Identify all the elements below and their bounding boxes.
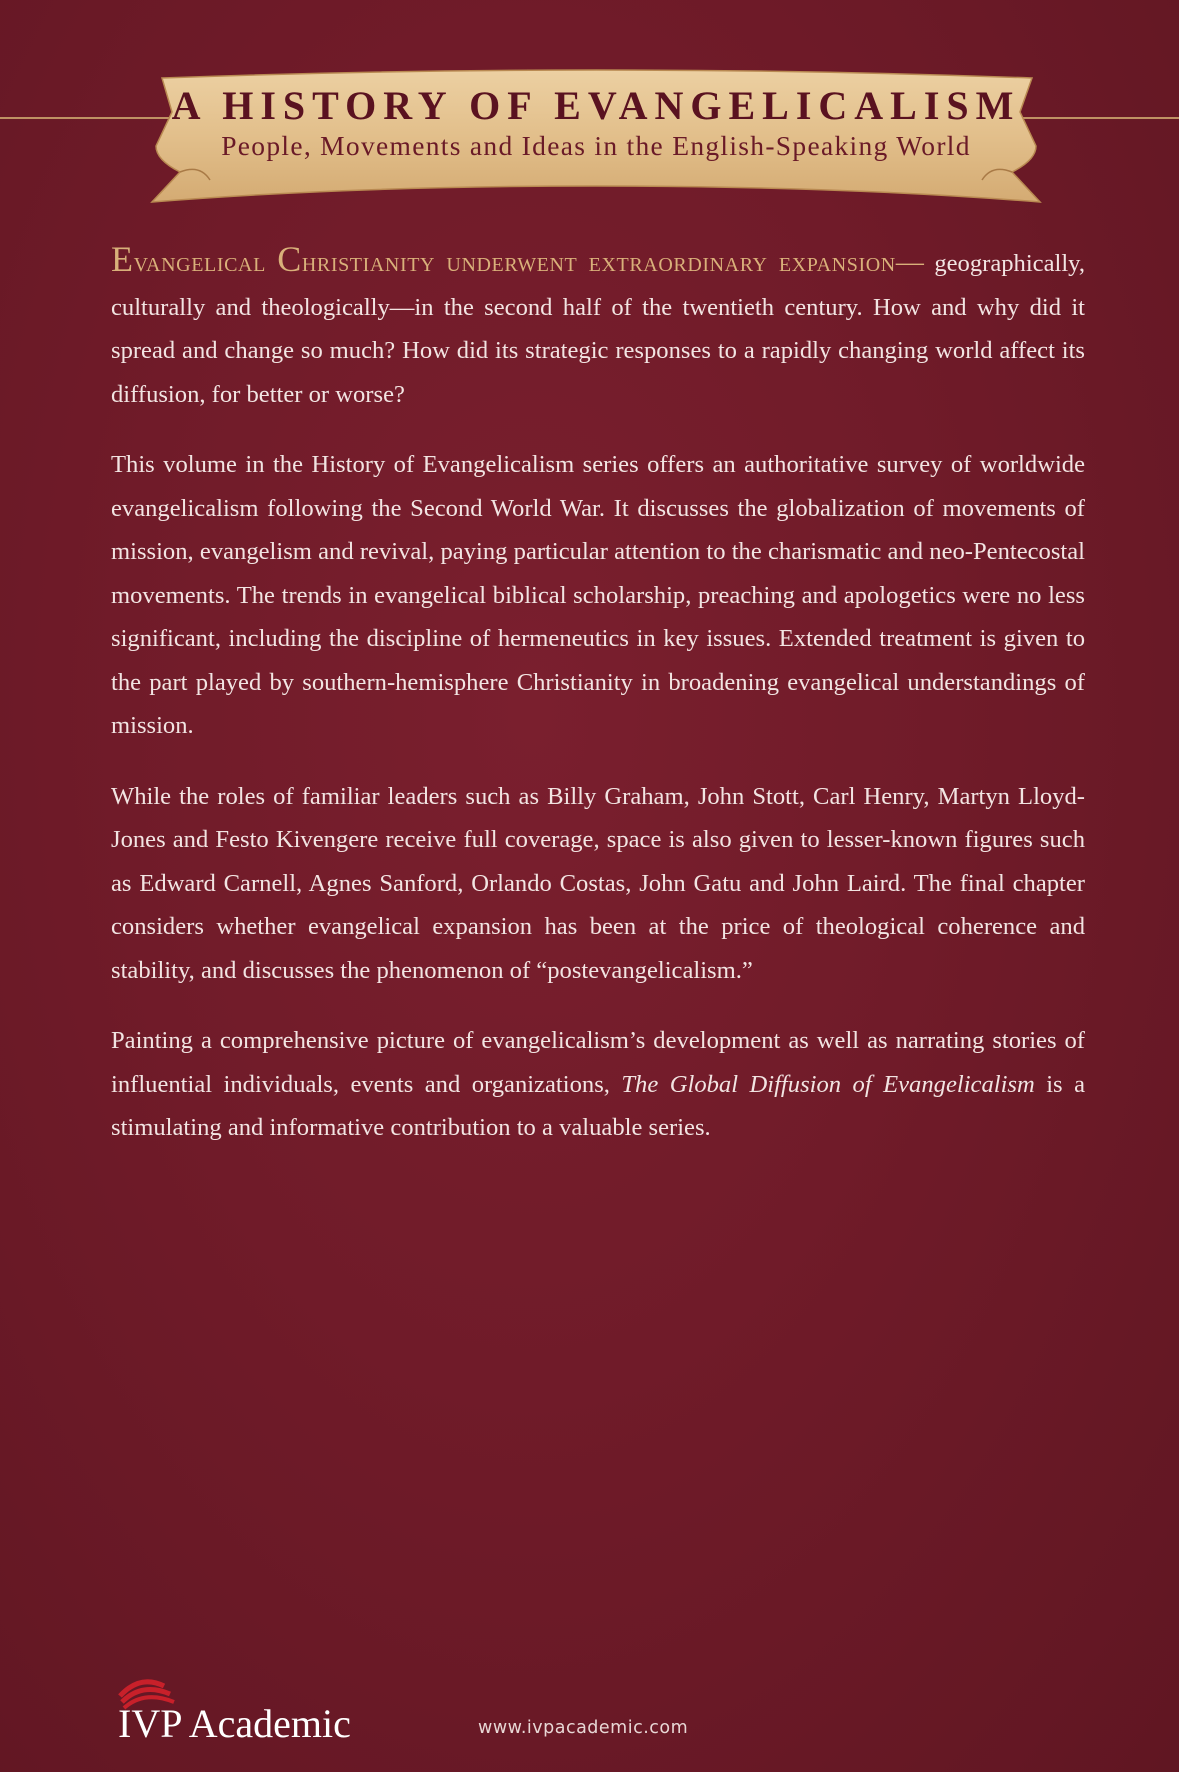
paragraph-4-text-before: Painting a comprehensive picture of evangelicalism’s development as well as narrating stories of influential individuals, events and organizations, (111, 1027, 1085, 1098)
paragraph-3: While the roles of familiar leaders such as Billy Graham, John Stott, Carl Henry, Martyn Lloyd-Jones and Festo Kivengere receive full coverage, space is also given to lesser-known figures such as Edward Carnell, Agnes Sanford, Orlando Costas, John Gatu and John Laird. The final chapter considers whether evangelical expansion has been at the price of theological coherence and stability, and discusses the phenomenon of “postevangelicalism.” (111, 782, 1085, 984)
paragraph-4 (111, 1019, 1085, 1150)
lead-rest-2: hristianity underwent extraordinary expansion— (301, 247, 925, 278)
paragraph-2: This volume in the History of Evangelicalism series offers an authoritative survey of worldwide evangelicalism following the Second World War. It discusses the globalization of movements of mission, evangelism and revival, paying particular attention to the charismatic and neo-Pentecostal movements. The trends in evangelical biblical scholarship, preaching and apologetics were no less significant, including the discipline of hermeneutics in key issues. Extended treatment is given to the part played by southern-hemisphere Christianity in broadening evangelical understandings of mission. (111, 451, 1085, 739)
publisher-url: www.ivpacademic.com (478, 1718, 689, 1738)
lead-rest-1: vangelical (133, 247, 278, 278)
cover-description (111, 238, 1085, 1177)
paragraph-4-text-after: is a stimulating and informative contribution to a valuable series. (111, 1070, 1085, 1141)
paragraph-1 (111, 238, 1085, 416)
lead-in-text (111, 239, 925, 279)
series-subtitle: People, Movements and Ideas in the English-Speaking World (221, 130, 971, 161)
series-banner (140, 68, 1052, 216)
publisher-logo (118, 1672, 358, 1752)
lead-cap-1: E (111, 239, 134, 279)
lead-cap-2: C (277, 239, 302, 279)
publisher-name: IVP Academic (118, 1701, 351, 1746)
paragraph-1-text: geographically, culturally and theologically—in the second half of the twentieth century. How and why did it spread and change so much? How did its strategic responses to a rapidly changing world affect its diffusion, for better or worse? (111, 250, 1086, 408)
book-title: The Global Diffusion of Evangelicalism (621, 1070, 1035, 1098)
series-title: A HISTORY OF EVANGELICALISM (171, 83, 1021, 128)
